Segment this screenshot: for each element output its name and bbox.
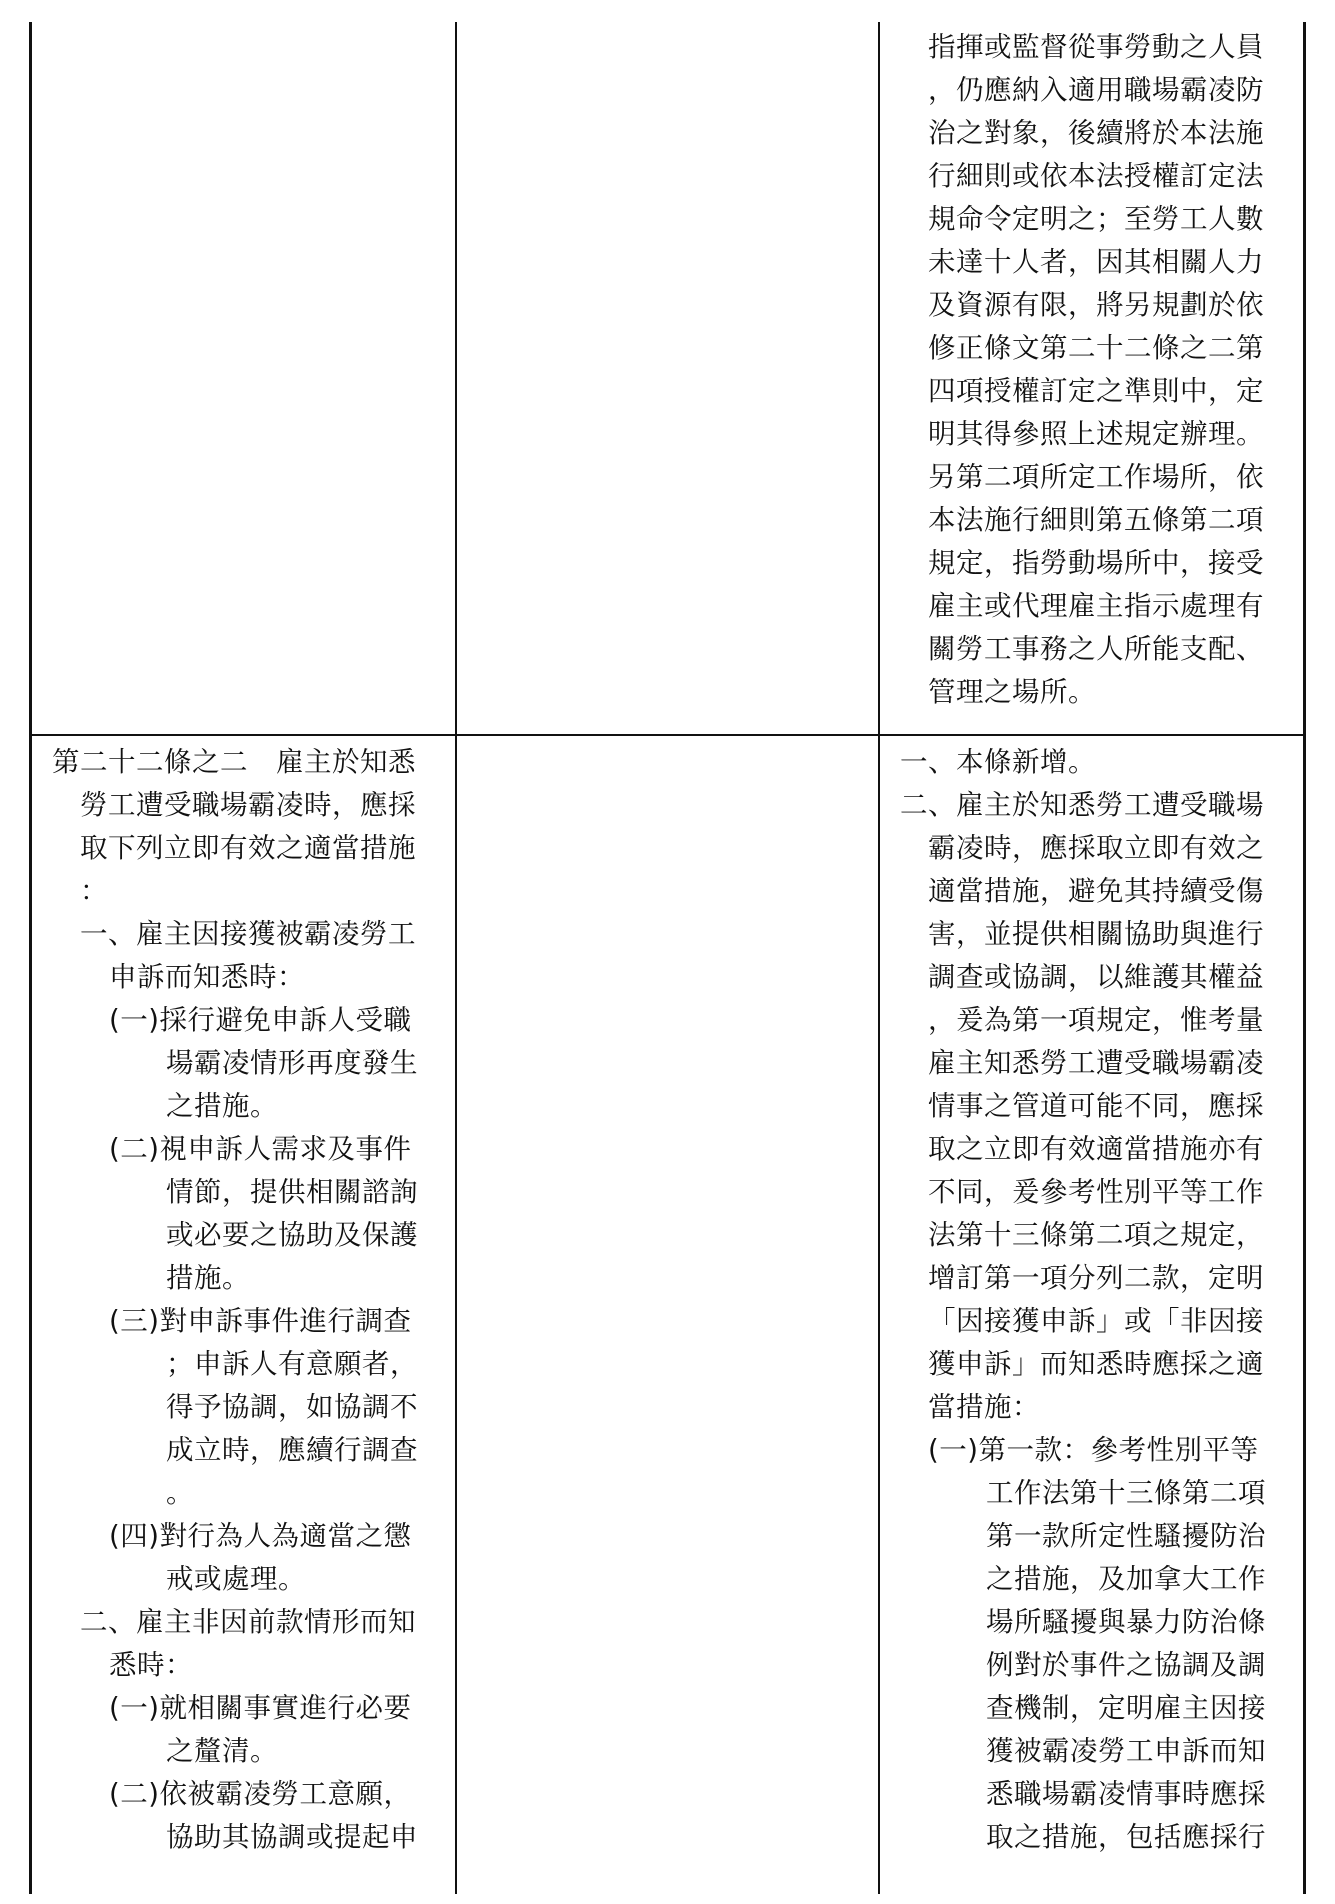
text-line: 場所騷擾與暴力防治條 [986,1606,1266,1638]
text-line: 例對於事件之協調及調 [986,1649,1266,1681]
text-line: 關勞工事務之人所能支配、 [928,633,1264,665]
text-line: (二)視申訴人需求及事件 [109,1133,412,1165]
text-line: 雇主知悉勞工遭受職場霸凌 [928,1047,1264,1079]
text-line: 悉時： [109,1649,193,1681]
text-line: ；申訴人有意願者， [166,1348,418,1380]
text-line: 悉職場霸凌情事時應採 [986,1778,1266,1810]
text-line: 修正條文第二十二條之二第 [928,332,1264,364]
table-right-border [1303,22,1306,1894]
text-line: 措施。 [166,1262,250,1294]
text-line: 或必要之協助及保護 [166,1219,418,1251]
text-line: 調查或協調，以維護其權益 [928,961,1264,993]
text-line: 一、本條新增。 [900,746,1096,778]
text-line: ，仍應納入適用職場霸凌防 [928,74,1264,106]
text-line: 申訴而知悉時： [109,961,305,993]
text-line: 查機制，定明雇主因接 [986,1692,1266,1724]
text-line: 二、雇主非因前款情形而知 [80,1606,416,1638]
text-line: 獲被霸凌勞工申訴而知 [986,1735,1266,1767]
text-line: ： [80,875,108,907]
article-heading: 第二十二條之二 雇主於知悉 [52,746,416,778]
text-line: (二)依被霸凌勞工意願， [109,1778,412,1810]
text-line: 四項授權訂定之準則中，定 [928,375,1264,407]
row2-current-text-cell [457,745,878,1895]
text-line: ，爰為第一項規定，惟考量 [928,1004,1264,1036]
text-line: 及資源有限，將另規劃於依 [928,289,1264,321]
text-line: 適當措施，避免其持續受傷 [928,875,1264,907]
text-line: (一)就相關事實進行必要 [109,1692,412,1724]
row2-explanation-cell [880,745,1303,1895]
text-line: 取下列立即有效之適當措施 [80,832,416,864]
text-line: 一、雇主因接獲被霸凌勞工 [80,918,416,950]
text-line: (四)對行為人為適當之懲 [109,1520,412,1552]
text-line: 「因接獲申訴」或「非因接 [928,1305,1264,1337]
text-line: 明其得參照上述規定辦理。 [928,418,1264,450]
text-line: 之措施。 [166,1090,278,1122]
text-line: 雇主或代理雇主指示處理有 [928,590,1264,622]
text-line: 害，並提供相關協助與進行 [928,918,1264,950]
text-line: 場霸凌情形再度發生 [166,1047,418,1079]
text-line: 戒或處理。 [166,1563,306,1595]
text-line: 另第二項所定工作場所，依 [928,461,1264,493]
text-line: 霸凌時，應採取立即有效之 [928,832,1264,864]
text-line: 管理之場所。 [928,676,1096,708]
text-line: 。 [166,1477,194,1509]
text-line: 指揮或監督從事勞動之人員 [928,31,1264,63]
text-line: (一)採行避免申訴人受職 [109,1004,412,1036]
text-line: 當措施： [928,1391,1040,1423]
text-line: 勞工遭受職場霸凌時，應採 [80,789,416,821]
text-line: (三)對申訴事件進行調查 [109,1305,412,1337]
text-line: 取之立即有效適當措施亦有 [928,1133,1264,1165]
text-line: 取之措施，包括應採行 [986,1821,1266,1853]
text-line: 之釐清。 [166,1735,278,1767]
text-line: 不同，爰參考性別平等工作 [928,1176,1264,1208]
text-line: 情事之管道可能不同，應採 [928,1090,1264,1122]
text-line: 法第十三條第二項之規定， [928,1219,1264,1251]
row1-explanation-cell [880,30,1303,730]
row2-article-cell [32,745,455,1895]
text-line: 行細則或依本法授權訂定法 [928,160,1264,192]
text-line: 增訂第一項分列二款，定明 [928,1262,1264,1294]
text-line: 成立時，應續行調查 [166,1434,418,1466]
text-line: 之措施，及加拿大工作 [986,1563,1266,1595]
text-line: 未達十人者，因其相關人力 [928,246,1264,278]
text-line: 本法施行細則第五條第二項 [928,504,1264,536]
text-line: 規命令定明之；至勞工人數 [928,203,1264,235]
text-line: 第一款所定性騷擾防治 [986,1520,1266,1552]
text-line: 獲申訴」而知悉時應採之適 [928,1348,1264,1380]
text-line: 二、雇主於知悉勞工遭受職場 [900,789,1264,821]
text-line: 規定，指勞動場所中，接受 [928,547,1264,579]
text-line: 得予協調，如協調不 [166,1391,418,1423]
text-line: 工作法第十三條第二項 [986,1477,1266,1509]
text-line: 協助其協調或提起申 [166,1821,418,1853]
row-divider [29,734,1306,736]
text-line: (一)第一款：參考性別平等 [928,1434,1259,1466]
text-line: 治之對象，後續將於本法施 [928,117,1264,149]
text-line: 情節，提供相關諮詢 [166,1176,418,1208]
